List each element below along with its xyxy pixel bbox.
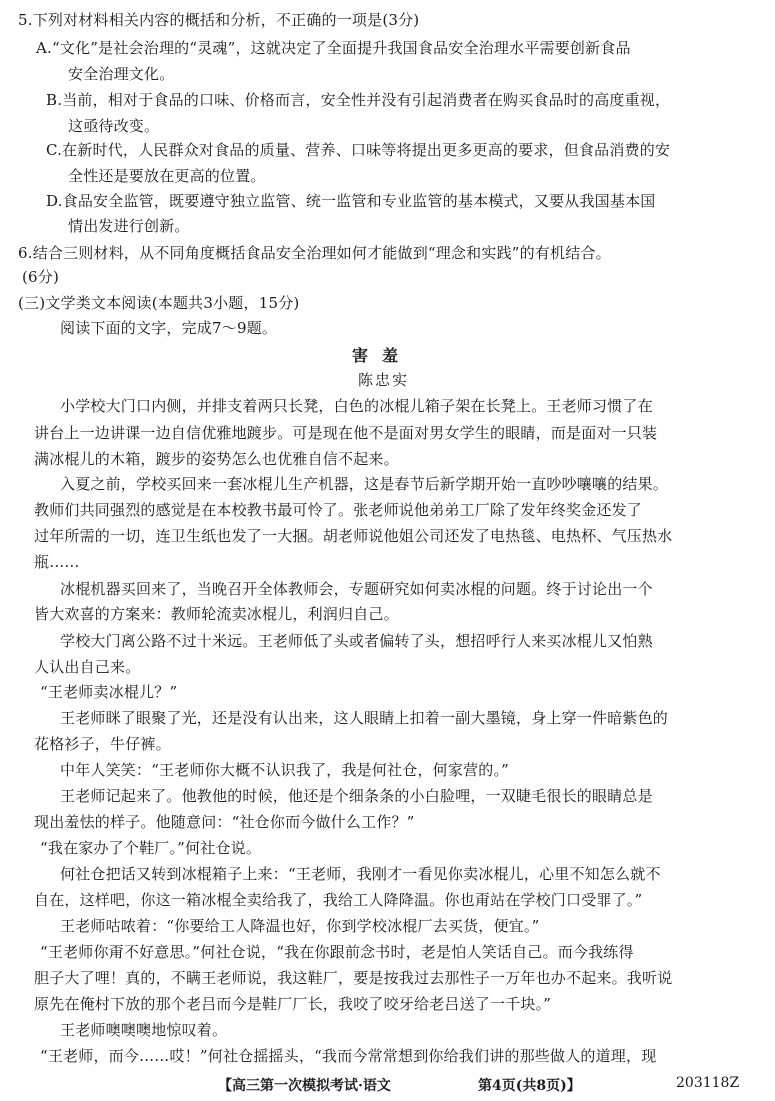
story-line: 入夏之前，学校买回来一套冰棍儿生产机器，这是春节后新学期开始一直吵吵嚷嚷的结果。 [60, 475, 669, 493]
story-line: 讲台上一边讲课一边自信优雅地踱步。可是现在他不是面对男女学生的眼睛，而是面对一只装 [34, 424, 658, 442]
story-line: 人认出自己来。 [34, 658, 141, 676]
footer-exam-name: 【高三第一次模拟考试·语文 [218, 1078, 391, 1094]
q5-option-d-line2: 情出发进行创新。 [68, 217, 190, 235]
story-line: “王老师，而今……哎！”何社仓摇摇头，“我而今常常想到你给我们讲的那些做人的道理，现 [40, 1047, 657, 1065]
section-heading: (三)文学类文本阅读(本题共3小题，15分) [18, 294, 300, 312]
q5-option-b-line1: B.当前，相对于食品的口味、价格而言，安全性并没有引起消费者在购买食品时的高度重视， [46, 91, 671, 109]
section-instruction: 阅读下面的文字，完成7～9题。 [60, 319, 278, 337]
footer-page-number: 第4页(共8页)】 [478, 1078, 581, 1094]
story-line: 过年所需的一切，连卫生纸也发了一大捆。胡老师说他姐公司还发了电热毯、电热杯、气压热水 [34, 527, 673, 545]
q5-option-a-line1: A.“文化”是社会治理的“灵魂”，这就决定了全面提升我国食品安全治理水平需要创新食品 [36, 39, 631, 57]
story-line: 满冰棍儿的木箱，踱步的姿势怎么也优雅自信不起来。 [34, 450, 399, 468]
story-line: 中年人笑笑：“王老师你大概不认识我了，我是何社仓，何家营的。” [60, 761, 510, 779]
q5-option-c-line2: 全性还是要放在更高的位置。 [68, 167, 266, 185]
story-line: 何社仓把话又转到冰棍箱子上来：“王老师，我刚才一看见你卖冰棍儿，心里不知怎么就不 [60, 865, 661, 883]
q5-option-c-line1: C.在新时代，人民群众对食品的质量、营养、口味等将提出更多更高的要求，但食品消费的安 [46, 141, 671, 159]
story-line: “我在家办了个鞋厂。”何社仓说。 [40, 839, 262, 857]
story-line: 瓶…… [34, 553, 80, 571]
q6-line1: 6.结合三则材料，从不同角度概括食品安全治理如何才能做到“理念和实践”的有机结合。 [18, 244, 611, 262]
story-line: 胆子大了哩！真的，不瞒王老师说，我这鞋厂，要是按我过去那性子一万年也办不起来。我听说 [34, 969, 673, 987]
story-line: “王老师你甭不好意思。”何社仓说，“我在你跟前念书时，老是怕人笑话自己。而今我练得 [40, 943, 634, 961]
story-line: 王老师眯了眼聚了光，还是没有认出来，这人眼睛上扣着一副大墨镜，身上穿一件暗紫色的 [60, 709, 669, 727]
story-line: “王老师卖冰棍儿？” [40, 683, 178, 701]
story-line: 现出羞怯的样子。他随意问：“社仓你而今做什么工作？” [34, 813, 415, 831]
story-line: 王老师记起来了。他教他的时候，他还是个细条条的小白脸哩，一双睫毛很长的眼睛总是 [60, 787, 653, 805]
story-line: 原先在俺村下放的那个老吕而今是鞋厂厂长，我咬了咬牙给老吕送了一千块。” [34, 995, 552, 1013]
q5-option-b-line2: 这亟待改变。 [68, 117, 160, 135]
story-line: 皆大欢喜的方案来：教师轮流卖冰棍儿，利润归自己。 [34, 605, 399, 623]
story-line: 自在，这样吧，你这一箱冰棍全卖给我了，我给工人降降温。你也甭站在学校门口受罪了。” [34, 891, 643, 909]
story-line: 冰棍机器买回来了，当晚召开全体教师会，专题研究如何卖冰棍的问题。终于讨论出一个 [60, 580, 653, 598]
story-line: 学校大门离公路不过十米远。王老师低了头或者偏转了头，想招呼行人来买冰棍儿又怕熟 [60, 632, 653, 650]
story-line: 小学校大门口内侧，并排支着两只长凳，白色的冰棍儿箱子架在长凳上。王老师习惯了在 [60, 397, 653, 415]
story-author: 陈忠实 [358, 371, 410, 389]
q5-stem: 5.下列对材料相关内容的概括和分析，不正确的一项是(3分) [18, 11, 420, 29]
story-line: 教师们共同强烈的感觉是在本校教书最可怜了。张老师说他弟弟工厂除了发年终奖金还发了 [34, 501, 643, 519]
footer-code: 203118Z [676, 1075, 740, 1091]
q6-line2: (6分) [22, 268, 60, 286]
story-line: 花格衫子，牛仔裤。 [34, 735, 171, 753]
story-line: 王老师咕哝着：“你要给工人降温也好，你到学校冰棍厂去买货，便宜。” [60, 917, 540, 935]
story-line: 王老师噢噢噢地惊叹着。 [60, 1021, 228, 1039]
story-title: 害羞 [352, 346, 413, 365]
q5-option-a-line2: 安全治理文化。 [68, 65, 175, 83]
q5-option-d-line1: D.食品安全监管，既要遵守独立监管、统一监管和专业监管的基本模式，又要从我国基本国 [46, 192, 656, 210]
